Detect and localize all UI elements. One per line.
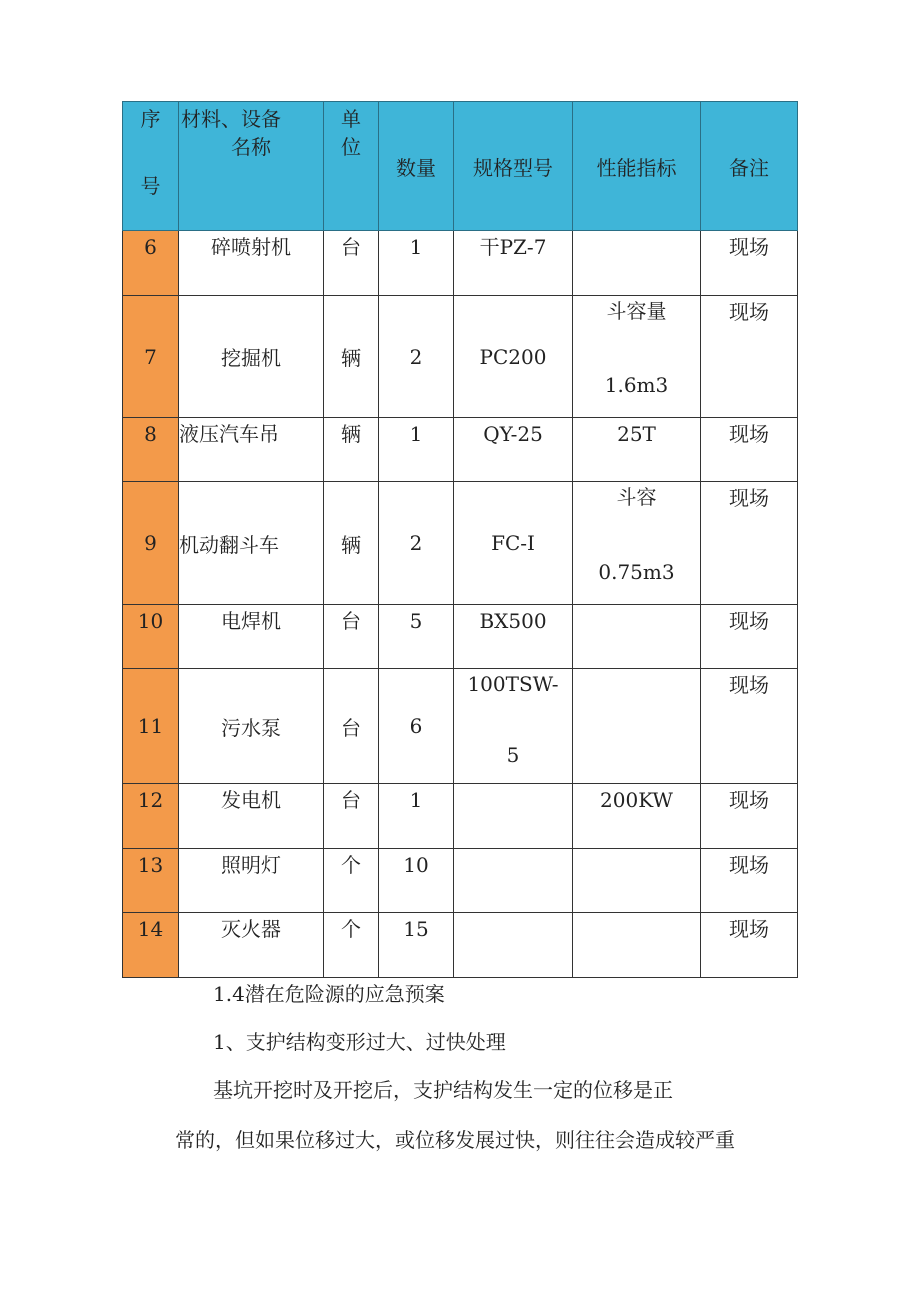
header-unit (324, 102, 379, 231)
cell-seq: 14 (123, 913, 179, 978)
cell-spec (454, 784, 573, 849)
cell-note: 现场 (701, 482, 798, 605)
cell-note: 现场 (701, 418, 798, 482)
cell-perf-line2: 0.75m3 (598, 560, 675, 584)
cell-name: 发电机 (179, 784, 324, 849)
table-row (123, 849, 798, 913)
cell-spec: PC200 (454, 296, 573, 418)
cell-unit: 台 (324, 784, 379, 849)
header-spec (454, 102, 573, 231)
header-spec-label: 规格型号 (473, 155, 553, 180)
header-perf-label: 性能指标 (596, 155, 677, 180)
cell-note: 现场 (701, 849, 798, 913)
header-seq (123, 102, 179, 231)
cell-name: 液压汽车吊 (179, 418, 324, 482)
cell-perf (573, 296, 701, 418)
cell-spec (454, 913, 573, 978)
cell-seq: 11 (123, 669, 179, 784)
cell-unit: 台 (324, 669, 379, 784)
cell-spec: FC-I (454, 482, 573, 605)
cell-perf (573, 913, 701, 978)
cell-perf (573, 605, 701, 669)
equipment-table (122, 101, 798, 978)
cell-name: 污水泵 (179, 669, 324, 784)
table-row (123, 231, 798, 296)
table-row (123, 605, 798, 669)
sub-heading: 1、支护结构变形过大、过快处理 (213, 1030, 506, 1054)
cell-seq: 8 (123, 418, 179, 482)
cell-perf: 25T (573, 418, 701, 482)
header-name (179, 102, 324, 231)
cell-name: 电焊机 (179, 605, 324, 669)
header-name-line1: 材料、设备 (181, 107, 281, 131)
cell-qty: 15 (379, 913, 454, 978)
table-row (123, 418, 798, 482)
cell-unit: 台 (324, 231, 379, 296)
cell-note: 现场 (701, 605, 798, 669)
header-note-label: 备注 (729, 155, 769, 180)
cell-spec (454, 849, 573, 913)
cell-perf (573, 231, 701, 296)
cell-perf-line1: 斗容 (616, 485, 657, 509)
table-row (123, 669, 798, 784)
header-unit-line2: 位 (341, 135, 361, 159)
cell-seq: 9 (123, 482, 179, 605)
cell-perf (573, 849, 701, 913)
cell-seq: 10 (123, 605, 179, 669)
cell-spec: BX500 (454, 605, 573, 669)
table-row (123, 482, 798, 605)
cell-perf-line1: 斗容量 (606, 299, 667, 323)
cell-spec: QY-25 (454, 418, 573, 482)
cell-qty: 10 (379, 849, 454, 913)
header-qty (379, 102, 454, 231)
cell-seq: 13 (123, 849, 179, 913)
cell-note: 现场 (701, 296, 798, 418)
cell-name: 照明灯 (179, 849, 324, 913)
table-row (123, 296, 798, 418)
cell-perf-line2: 1.6m3 (604, 373, 669, 397)
cell-spec: 干PZ-7 (454, 231, 573, 296)
cell-note: 现场 (701, 669, 798, 784)
cell-unit: 辆 (324, 296, 379, 418)
table-row (123, 784, 798, 849)
cell-name: 碎喷射机 (179, 231, 324, 296)
cell-qty: 2 (379, 296, 454, 418)
cell-note: 现场 (701, 913, 798, 978)
cell-qty: 1 (379, 231, 454, 296)
cell-qty: 2 (379, 482, 454, 605)
header-qty-label: 数量 (396, 155, 436, 180)
cell-unit: 辆 (324, 482, 379, 605)
cell-unit: 台 (324, 605, 379, 669)
header-unit-line1: 单 (341, 107, 361, 131)
cell-seq: 7 (123, 296, 179, 418)
cell-unit: 辆 (324, 418, 379, 482)
cell-perf: 200KW (573, 784, 701, 849)
cell-qty: 1 (379, 784, 454, 849)
table-header-row (123, 102, 798, 231)
header-seq-line1: 序 (140, 107, 161, 131)
section-heading: 1.4潜在危险源的应急预案 (213, 982, 445, 1006)
cell-note: 现场 (701, 231, 798, 296)
header-seq-line2: 号 (140, 174, 161, 198)
cell-qty: 5 (379, 605, 454, 669)
cell-name: 机动翻斗车 (179, 482, 324, 605)
cell-qty: 1 (379, 418, 454, 482)
cell-perf (573, 482, 701, 605)
cell-unit: 个 (324, 913, 379, 978)
header-name-line2: 名称 (231, 135, 271, 159)
table-row (123, 913, 798, 978)
cell-qty: 6 (379, 669, 454, 784)
paragraph-line-1: 基坑开挖时及开挖后，支护结构发生一定的位移是正 (213, 1078, 673, 1102)
cell-note: 现场 (701, 784, 798, 849)
cell-name: 挖掘机 (179, 296, 324, 418)
cell-perf (573, 669, 701, 784)
cell-spec-line2: 5 (506, 743, 520, 767)
cell-seq: 12 (123, 784, 179, 849)
cell-spec (454, 669, 573, 784)
cell-spec-line1: 100TSW- (467, 672, 559, 696)
header-perf (573, 102, 701, 231)
paragraph-line-2: 常的，但如果位移过大，或位移发展过快，则往往会造成较严重 (175, 1128, 735, 1152)
header-note (701, 102, 798, 231)
cell-seq: 6 (123, 231, 179, 296)
cell-name: 灭火器 (179, 913, 324, 978)
cell-unit: 个 (324, 849, 379, 913)
